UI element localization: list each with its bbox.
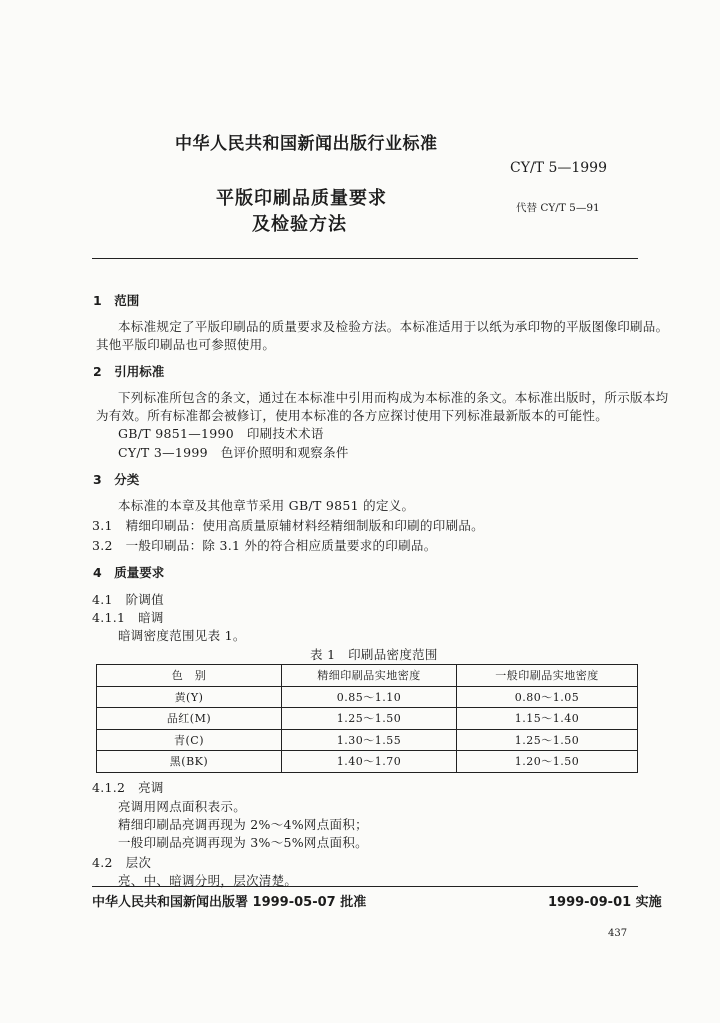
clause-4-1-1-text: 暗调密度范围见表 1。 xyxy=(118,628,246,643)
density-table xyxy=(96,664,638,773)
section-2-heading: 2 引用标准 xyxy=(93,364,165,379)
table-header-row xyxy=(97,665,638,687)
table-cell: 1.20～1.50 xyxy=(457,751,638,773)
table-cell: 1.15～1.40 xyxy=(457,708,638,730)
table-cell: 黑(BK) xyxy=(97,751,282,773)
section-3-paragraph: 本标准的本章及其他章节采用 GB/T 9851 的定义。 xyxy=(118,498,415,513)
clause-3-2: 3.2 一般印刷品：除 3.1 外的符合相应质量要求的印刷品。 xyxy=(92,538,437,553)
clause-4-1-2-text-2: 精细印刷品亮调再现为 2%～4%网点面积； xyxy=(118,817,368,832)
section-4-heading: 4 质量要求 xyxy=(93,565,165,580)
reference-standard-2: CY/T 3—1999 色评价照明和观察条件 xyxy=(118,445,349,460)
table-row xyxy=(97,729,638,751)
table-cell: 0.85～1.10 xyxy=(282,686,457,708)
reference-standard-1: GB/T 9851—1990 印刷技术术语 xyxy=(118,426,324,441)
table-cell: 青(C) xyxy=(97,729,282,751)
table-cell: 品红(M) xyxy=(97,708,282,730)
table-header-cell: 色 别 xyxy=(97,665,282,687)
clause-3-1: 3.1 精细印刷品：使用高质量原辅材料经精细制版和印刷的印刷品。 xyxy=(92,518,484,533)
org-title: 中华人民共和国新闻出版行业标准 xyxy=(175,134,438,154)
table-header-cell: 一般印刷品实地密度 xyxy=(457,665,638,687)
section-1-heading: 1 范围 xyxy=(93,293,140,308)
clause-4-1-2-text-3: 一般印刷品亮调再现为 3%～5%网点面积。 xyxy=(118,835,368,850)
document-title-line1: 平版印刷品质量要求 xyxy=(216,188,387,209)
section-1-paragraph-line2: 其他平版印刷品也可参照使用。 xyxy=(96,337,276,352)
approval-statement: 中华人民共和国新闻出版署 1999-05-07 批准 xyxy=(92,895,367,910)
table-cell: 0.80～1.05 xyxy=(457,686,638,708)
clause-4-2-text: 亮、中、暗调分明，层次清楚。 xyxy=(118,873,298,888)
standard-code: CY/T 5—1999 xyxy=(510,160,607,176)
table-row xyxy=(97,751,638,773)
section-2-paragraph-line1: 下列标准所包含的条文，通过在本标准中引用而构成为本标准的条文。本标准出版时，所示版本均 xyxy=(118,390,669,405)
clause-4-1-2: 4.1.2 亮调 xyxy=(92,780,164,795)
table-row xyxy=(97,708,638,730)
section-1-paragraph-line1: 本标准规定了平版印刷品的质量要求及检验方法。本标准适用于以纸为承印物的平版图像印刷品。 xyxy=(118,319,669,334)
header-divider xyxy=(92,258,638,259)
section-2-paragraph-line2: 为有效。所有标准都会被修订，使用本标准的各方应探讨使用下列标准最新版本的可能性。 xyxy=(96,408,609,423)
clause-4-2: 4.2 层次 xyxy=(92,855,152,870)
document-title-line2: 及检验方法 xyxy=(252,214,347,235)
table-row xyxy=(97,686,638,708)
effective-date: 1999-09-01 实施 xyxy=(548,895,662,910)
section-3-heading: 3 分类 xyxy=(93,472,140,487)
table-cell: 1.25～1.50 xyxy=(282,708,457,730)
footer-divider xyxy=(92,886,638,887)
table-cell: 1.25～1.50 xyxy=(457,729,638,751)
table-cell: 1.40～1.70 xyxy=(282,751,457,773)
clause-4-1-1: 4.1.1 暗调 xyxy=(92,610,164,625)
page-number: 437 xyxy=(608,928,628,939)
table-header-cell: 精细印刷品实地密度 xyxy=(282,665,457,687)
clause-4-1: 4.1 阶调值 xyxy=(92,592,164,607)
table-caption: 表 1 印刷品密度范围 xyxy=(310,647,438,662)
table-cell: 1.30～1.55 xyxy=(282,729,457,751)
table-cell: 黄(Y) xyxy=(97,686,282,708)
clause-4-1-2-text-1: 亮调用网点面积表示。 xyxy=(118,799,247,814)
replaces-standard: 代替 CY/T 5—91 xyxy=(516,202,600,214)
